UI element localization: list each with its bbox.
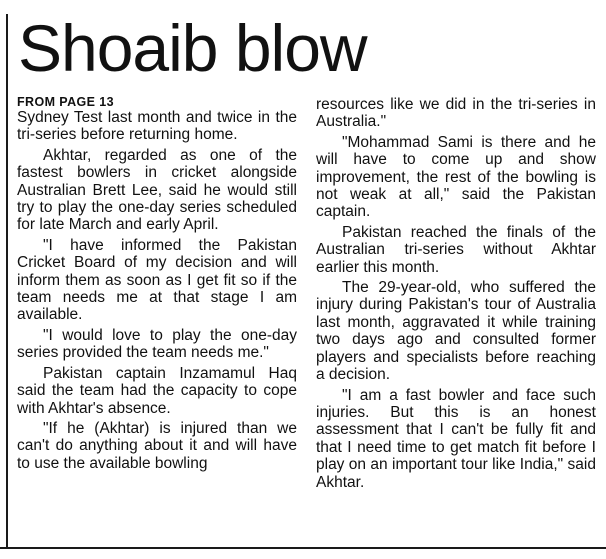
paragraph: "I would love to play the one-day series provided the team needs me." [17,326,297,362]
paragraph: resources like we did in the tri-series in Australia." [316,96,596,131]
right-column [316,96,596,494]
continuation-kicker: FROM PAGE 13 [17,95,114,109]
paragraph: Pakistan reached the finals of the Australian tri-series without Akhtar earlier this month. [316,223,596,276]
paragraph: Sydney Test last month and twice in the tri-series before returning home. [17,109,297,144]
paragraph: Akhtar, regarded as one of the fastest bowlers in cricket alongside Australian Brett Lee, said he would still try to play the one-day series scheduled for late March and early April. [17,146,297,234]
headline: Shoaib blow [18,11,367,85]
paragraph: "Mohammad Sami is there and he will have to come up and show improvement, the rest of the bowling is not weak at all," said the Pakistan captain. [316,133,596,221]
paragraph: "If he (Akhtar) is injured than we can't do anything about it and will have to use the available bowling [17,419,297,472]
paragraph: "I have informed the Pakistan Cricket Board of my decision and will inform them as soon as I get fit so if the team needs me at that stage I am available. [17,236,297,324]
left-border-rule [6,14,8,547]
left-column [17,96,297,475]
paragraph: Pakistan captain Inzamamul Haq said the team had the capacity to cope with Akhtar's absence. [17,364,297,417]
bottom-border-rule [0,547,606,549]
paragraph: "I am a fast bowler and face such injuries. But this is an honest assessment that I can't be fully fit and that I need time to get match fit before I play on an important tour like India," said Akhtar. [316,386,596,491]
paragraph: The 29-year-old, who suffered the injury during Pakistan's tour of Australia last month, aggravated it while training two days ago and consulted former players and specialists before reaching a decision. [316,279,596,384]
